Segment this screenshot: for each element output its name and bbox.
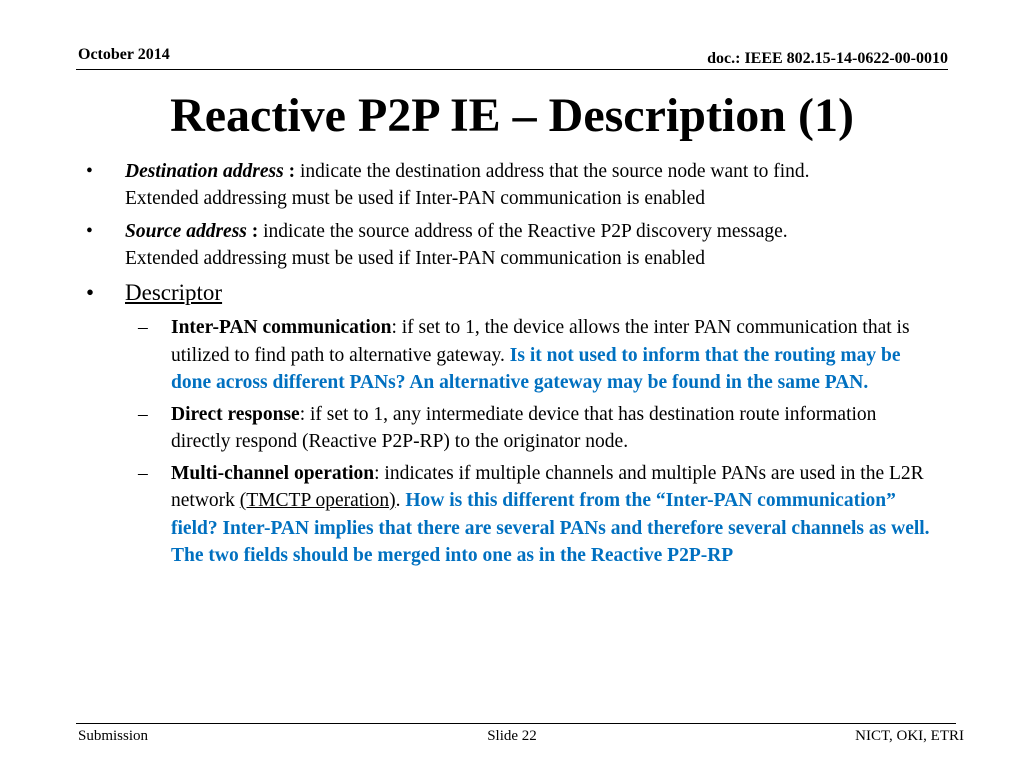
sub-dash: –: [138, 403, 148, 425]
descriptor-heading: Descriptor: [125, 280, 223, 305]
slide-title: Reactive P2P IE – Description (1): [170, 89, 854, 142]
term-multi-channel: Multi-channel operation: [171, 462, 375, 484]
sub-item-direct-response: [138, 401, 944, 456]
desc-direct-response: : if set to 1, any intermediate device that has destination route information directly respond (Reactive P2P-RP) to the originator node.: [171, 403, 877, 452]
footer-rule: [76, 723, 956, 724]
bullet-source-address: • Source address : indicate the source address of the Reactive P2P discovery message. Extended addressing must be used if Inter-PAN communication is enabled: [82, 218, 944, 272]
term-source-address: Source address: [125, 221, 247, 242]
desc-multi-channel: : indicates if multiple channels and multiple PANs are used in the L2R network: [171, 462, 924, 511]
desc-source-address-line2: Extended addressing must be used if Inter-PAN communication is enabled: [125, 248, 705, 269]
tmctp-link[interactable]: (TMCTP operation): [239, 490, 396, 511]
desc-destination-address-line2: Extended addressing must be used if Inter-PAN communication is enabled: [125, 188, 705, 209]
term-destination-address: Destination address: [125, 161, 284, 182]
sub-dash: –: [138, 462, 148, 484]
bullet-destination-address: • Destination address : indicate the destination address that the source node want to find. Extended addressing must be used if Inter-PAN communication is enabled: [82, 158, 944, 212]
footer-submission: Submission: [78, 728, 149, 744]
sub-dash: –: [138, 317, 148, 338]
footer-slide-number: Slide 22: [487, 728, 537, 744]
sub-item-inter-pan: [138, 314, 944, 397]
desc-destination-address: indicate the destination address that the source node want to find.: [295, 161, 810, 182]
slide-content: [82, 158, 944, 574]
sub-item-multi-channel: – Multi-channel operation: indicates if multiple channels and multiple PANs are used in the L2R network (TMCTP operation). How is this different from the “Inter-PAN communication” field? Inter-PAN implies that there are several PANs and therefore several channels as well. The two fields should be merged into one as in the Reactive P2P-RP: [171, 460, 944, 570]
header-date: October 2014: [78, 46, 170, 63]
bullet-dot: •: [86, 161, 93, 182]
header-doc-id: doc.: IEEE 802.15-14-0622-00-0010: [707, 50, 948, 67]
bullet-dot: •: [86, 280, 95, 305]
desc-inter-pan: : if set to 1, the device allows the inter PAN communication that is utilized to find path to alternative gateway.: [171, 317, 910, 366]
header-rule: [76, 69, 948, 70]
comment-inter-pan: Is it not used to inform that the routing may be done across different PANs? An alternative gateway may be found in the same PAN.: [171, 344, 901, 393]
bullet-descriptor: [82, 278, 944, 308]
desc-source-address: indicate the source address of the Reactive P2P discovery message.: [258, 221, 788, 242]
term-inter-pan: Inter-PAN communication: [171, 317, 392, 338]
bullet-dot: •: [86, 221, 93, 242]
footer-authors: NICT, OKI, ETRI: [855, 728, 964, 744]
term-direct-response: Direct response: [171, 403, 300, 425]
comment-multi-channel: How is this different from the “Inter-PAN communication” field? Inter-PAN implies that there are several PANs and therefore several channels as well. The two fields should be merged into one as in the Reactive P2P-RP: [171, 490, 930, 566]
